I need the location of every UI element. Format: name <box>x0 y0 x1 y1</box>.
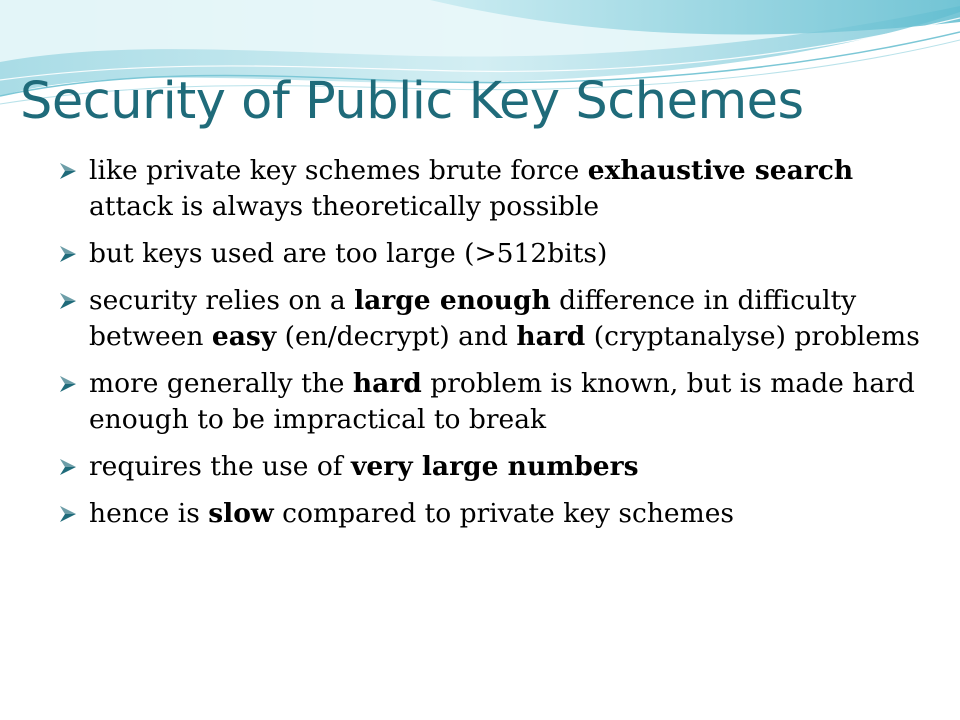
chevron-arrow-icon <box>58 244 78 264</box>
bullet-item <box>58 153 938 225</box>
chevron-arrow-icon <box>58 161 78 181</box>
bullet-text: requires the use of <box>89 451 352 482</box>
bullet-emphasis: large enough <box>354 285 551 316</box>
bullet-text: (en/decrypt) and <box>276 321 517 352</box>
bullet-item <box>58 236 938 272</box>
bullet-text: compared to private key schemes <box>273 498 734 529</box>
bullet-text: problem is known, but is made hard enough to be impractical to break <box>89 368 915 435</box>
chevron-arrow-icon <box>58 291 78 311</box>
bullet-item <box>58 366 938 438</box>
bullet-text: difference in difficulty between <box>89 285 857 352</box>
bullet-text: but keys used are too large (>512bits) <box>89 238 608 269</box>
slide-title: Security of Public Key Schemes <box>20 72 804 131</box>
bullet-item <box>58 283 938 355</box>
chevron-arrow-icon <box>58 457 78 477</box>
bullet-emphasis: very large numbers <box>351 451 639 482</box>
chevron-arrow-icon <box>58 504 78 524</box>
bullet-list <box>58 153 938 543</box>
bullet-text: like private key schemes brute force <box>89 155 588 186</box>
bullet-text: security relies on a <box>89 285 355 316</box>
bullet-emphasis: easy <box>211 321 277 352</box>
bullet-text: more generally the <box>89 368 353 399</box>
chevron-arrow-icon <box>58 374 78 394</box>
bullet-text: hence is <box>89 498 209 529</box>
bullet-text: (cryptanalyse) problems <box>585 321 920 352</box>
bullet-text: attack is always theoretically possible <box>89 191 599 222</box>
bullet-emphasis: exhaustive search <box>587 155 854 186</box>
bullet-emphasis: hard <box>352 368 422 399</box>
bullet-item <box>58 496 938 532</box>
bullet-item <box>58 449 938 485</box>
bullet-emphasis: hard <box>516 321 586 352</box>
bullet-emphasis: slow <box>208 498 274 529</box>
